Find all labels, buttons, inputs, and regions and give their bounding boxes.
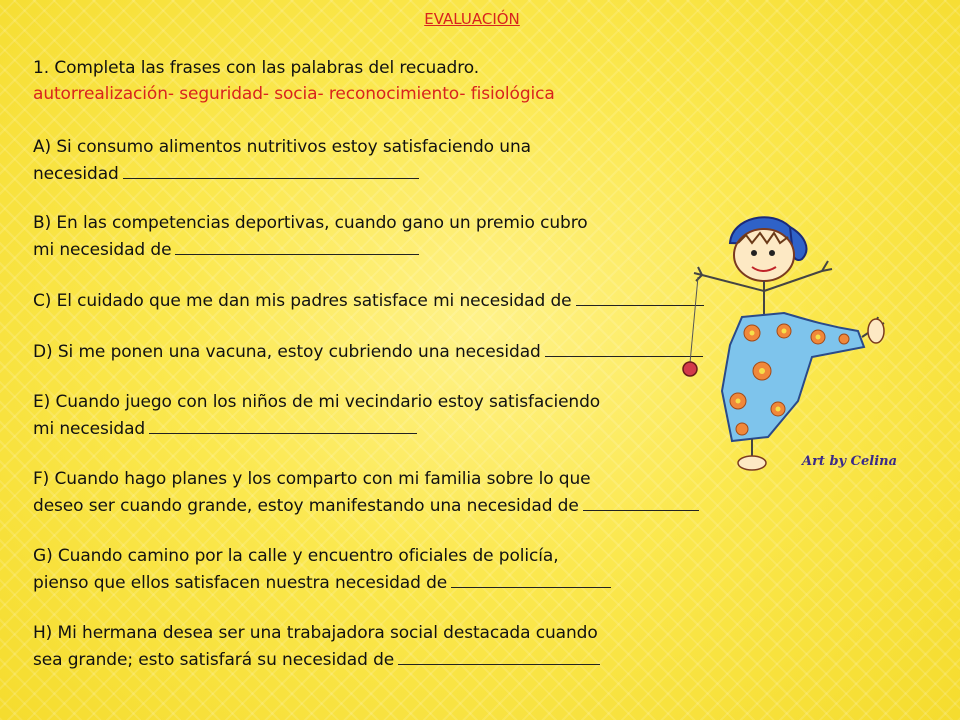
- artist-signature: Art by Celina: [802, 454, 898, 469]
- question-f-line1: F) Cuando hago planes y los comparto con mi familia sobre lo que: [33, 469, 591, 489]
- question-h-line2: [33, 649, 600, 670]
- question-g-text: pienso que ellos satisfacen nuestra necesidad de: [33, 573, 448, 593]
- question-e-text: mi necesidad: [33, 419, 146, 439]
- instruction: 1. Completa las frases con las palabras del recuadro.: [33, 58, 480, 78]
- question-f-text: deseo ser cuando grande, estoy manifestando una necesidad de: [33, 496, 579, 516]
- question-b-line2: [33, 239, 419, 260]
- question-b-line1: B) En las competencias deportivas, cuando gano un premio cubro: [33, 213, 588, 233]
- question-c-text: C) El cuidado que me dan mis padres satisface mi necesidad de: [33, 291, 572, 311]
- question-a-text: necesidad: [33, 164, 119, 184]
- question-e-line1: E) Cuando juego con los niños de mi vecindario estoy satisfaciendo: [33, 392, 601, 412]
- question-e-line2: [33, 418, 417, 439]
- answer-blank-g[interactable]: [451, 572, 611, 588]
- question-g-line1: G) Cuando camino por la calle y encuentro oficiales de policía,: [33, 546, 559, 566]
- question-g-line2: [33, 572, 611, 593]
- yoyo-icon: [683, 362, 697, 376]
- pants-icon: [722, 313, 864, 441]
- answer-blank-a[interactable]: [123, 163, 419, 179]
- question-h-line1: H) Mi hermana desea ser una trabajadora social destacada cuando: [33, 623, 598, 643]
- question-d-line1: [33, 341, 703, 362]
- question-a-line2: [33, 163, 419, 184]
- question-b-text: mi necesidad de: [33, 240, 172, 260]
- answer-blank-e[interactable]: [149, 418, 417, 434]
- word-bank: autorrealización- seguridad- socia- reconocimiento- fisiológica: [33, 84, 555, 104]
- stick-figure-drawing-icon: [672, 205, 892, 485]
- question-f-line2: [33, 495, 699, 516]
- answer-blank-f[interactable]: [583, 495, 699, 511]
- question-a-line1: A) Si consumo alimentos nutritivos estoy satisfaciendo una: [33, 137, 531, 157]
- page-title: EVALUACIÓN: [424, 10, 520, 28]
- question-d-text: D) Si me ponen una vacuna, estoy cubriendo una necesidad: [33, 342, 541, 362]
- raised-foot-icon: [868, 319, 884, 343]
- question-h-text: sea grande; esto satisfará su necesidad de: [33, 650, 395, 670]
- answer-blank-h[interactable]: [398, 649, 600, 665]
- question-c-line1: [33, 290, 704, 311]
- answer-blank-b[interactable]: [175, 239, 419, 255]
- standing-foot-icon: [738, 456, 766, 470]
